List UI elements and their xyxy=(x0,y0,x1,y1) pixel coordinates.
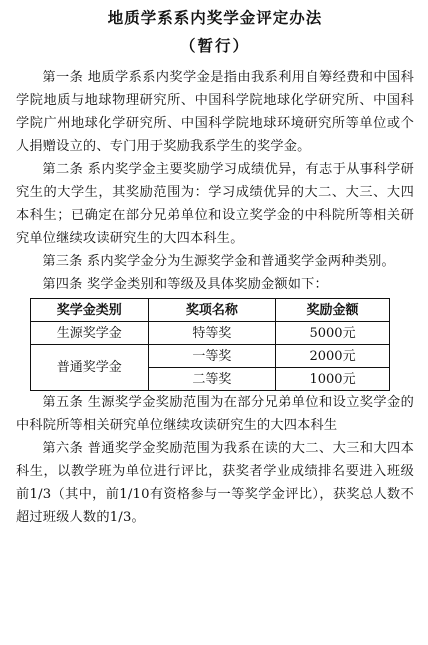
table-header-row xyxy=(31,299,390,322)
cell-amount: 1000元 xyxy=(276,368,390,391)
document-subtitle: （暂行） xyxy=(179,36,250,55)
header-amount: 奖励金额 xyxy=(276,299,390,322)
cell-category: 普通奖学金 xyxy=(31,345,149,391)
document-title: 地质学系系内奖学金评定办法 xyxy=(107,8,323,27)
article-5: 第五条 生源奖学金奖励范围为在部分兄弟单位和设立奖学金的中科院所等相关研究单位继续攻读研究生的大四本科生 xyxy=(16,395,414,433)
cell-amount: 5000元 xyxy=(276,322,390,345)
cell-award: 一等奖 xyxy=(148,345,275,368)
table-row xyxy=(31,322,390,345)
header-award: 奖项名称 xyxy=(148,299,275,322)
award-table xyxy=(30,298,390,391)
cell-amount: 2000元 xyxy=(276,345,390,368)
cell-award: 二等奖 xyxy=(148,368,275,391)
article-6: 第六条 普通奖学金奖励范围为我系在读的大二、大三和大四本科生，以教学班为单位进行评比，获奖者学业成绩排名要进入班级前1/3（其中，前1/10有资格参与一等奖学金评比），获奖总人数不超过班级人数的1/3。 xyxy=(16,441,414,525)
table-row xyxy=(31,345,390,368)
cell-category: 生源奖学金 xyxy=(31,322,149,345)
article-4: 第四条 奖学金类别和等级及具体奖励金额如下： xyxy=(42,277,328,292)
header-category: 奖学金类别 xyxy=(31,299,149,322)
article-1: 第一条 地质学系系内奖学金是指由我系利用自筹经费和中国科学院地质与地球物理研究所、中国科学院地球化学研究所、中国科学院广州地球化学研究所、中国科学院地球环境研究所等单位或个人捐赠设立的、专门用于奖励我系学生的奖学金。 xyxy=(16,70,414,154)
article-3: 第三条 系内奖学金分为生源奖学金和普通奖学金两种类别。 xyxy=(42,254,395,269)
article-2: 第二条 系内奖学金主要奖励学习成绩优异，有志于从事科学研究生的大学生，其奖励范围为：学习成绩优异的大二、大三、大四本科生；已确定在部分兄弟单位和设立奖学金的中科院所等相关研究单位继续攻读研究生的大四本科生。 xyxy=(16,162,414,246)
cell-award: 特等奖 xyxy=(148,322,275,345)
